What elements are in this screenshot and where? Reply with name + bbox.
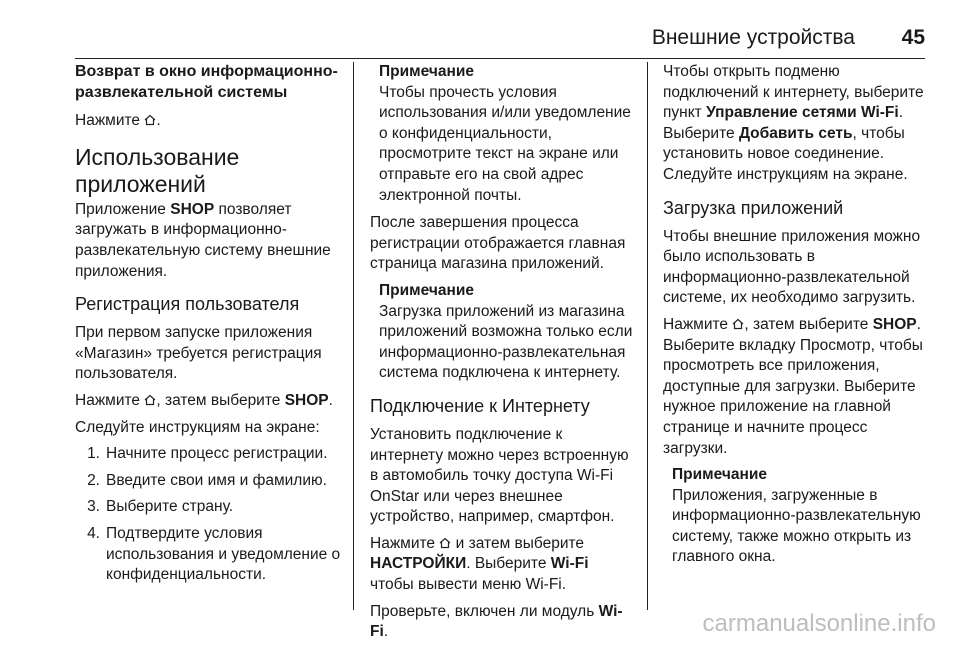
note-text: Приложения, загруженные в информационно-развлекательную систему, также можно открыть из главного окна. [672, 486, 921, 566]
download-heading: Загрузка приложений [663, 197, 844, 218]
home-icon [439, 537, 451, 549]
internet-heading: Подключение к Интернету [370, 395, 590, 416]
home-icon [144, 394, 156, 406]
note-title: Примечание [379, 281, 474, 299]
column-divider [647, 62, 648, 610]
column-2 [370, 62, 634, 649]
follow-instructions: Следуйте инструкциям на экране: [75, 418, 320, 436]
registration-heading: Регистрация пользователя [75, 294, 300, 315]
after-registration-paragraph: После завершения процесса регистрации отображается главная страница магазина приложений. [370, 214, 626, 273]
submenu-paragraph: Чтобы открыть подменю подключений к интернету, выберите пункт Управление сетями Wi-Fi. Выберите Добавить сеть, чтобы установить новое соединение. Следуйте инструкциям на экране. [663, 63, 924, 183]
column-divider [353, 62, 354, 610]
note-text: Загрузка приложений из магазина приложений возможна только если информационно-развлекательная система подключена к интернету. [379, 302, 633, 382]
download-paragraph: Чтобы внешние приложения можно было использовать в информационно-развлекательной системе, их необходимо загрузить. [663, 227, 921, 307]
column-1 [75, 62, 345, 592]
list-item: 4. Подтвердите условия использования и уведомление о конфиденциальности. [87, 524, 341, 584]
check-wifi-paragraph: Проверьте, включен ли модуль Wi-Fi. [370, 602, 623, 641]
steps-list [75, 444, 345, 586]
list-item: 3. Выберите страну. [87, 498, 234, 516]
exit-paragraph: Нажмите . [75, 112, 161, 130]
download-steps-paragraph: Нажмите , затем выберите SHOP. Выберите вкладку Просмотр, чтобы просмотреть все приложения, доступные для загрузки. Выберите нужное приложение на главной странице и начните процесс загрузки. [663, 315, 923, 457]
note-box [370, 62, 634, 206]
watermark: carmanualsonline.info [702, 610, 936, 637]
settings-paragraph: Нажмите и затем выберите НАСТРОЙКИ. Выберите Wi-Fi чтобы вывести меню Wi-Fi. [370, 534, 589, 594]
list-item: 1. Начните процесс регистрации. [87, 445, 328, 463]
registration-paragraph: При первом запуске приложения «Магазин» требуется регистрация пользователя. [75, 324, 322, 383]
internet-paragraph: Установить подключение к интернету можно через встроенную в автомобиль точку доступа Wi-Fi OnStar или через внешнее устройство, например, смартфон. [370, 425, 629, 526]
page-header [75, 26, 925, 59]
note-box [370, 281, 634, 384]
section-title: Внешние устройства [651, 26, 855, 49]
use-apps-paragraph: Приложение SHOP позволяет загружать в информационно-развлекательную систему внешние приложения. [75, 200, 331, 280]
note-title: Примечание [672, 466, 767, 484]
page-number: 45 [901, 26, 925, 49]
use-apps-heading: Использование приложений [75, 143, 240, 197]
exit-heading: Возврат в окно информационно-развлекательной системы [75, 63, 338, 101]
list-item: 2. Введите свои имя и фамилию. [87, 471, 327, 489]
home-icon [732, 318, 744, 330]
note-box [663, 465, 928, 568]
press-paragraph: Нажмите , затем выберите SHOP. [75, 391, 333, 409]
note-title: Примечание [379, 63, 474, 80]
column-3 [663, 62, 928, 575]
note-text: Чтобы прочесть условия использования и/или уведомление о конфиденциальности, просмотрите текст на экране или отправьте его на свой адрес электронной почты. [379, 83, 631, 204]
home-icon [144, 114, 156, 126]
